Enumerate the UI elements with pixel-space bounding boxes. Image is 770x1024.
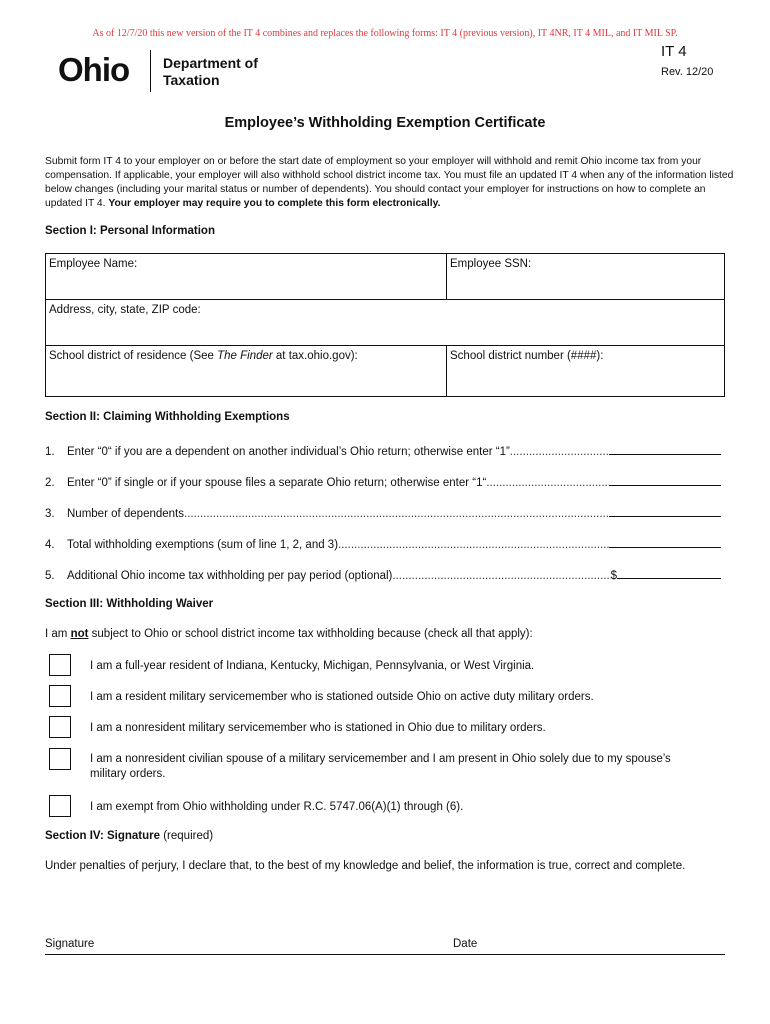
waiver-checkbox-3[interactable]	[49, 716, 71, 738]
department-line-1: Department of	[163, 55, 258, 71]
line-text: Additional Ohio income tax withholding per pay period (optional)	[67, 570, 393, 582]
waiver-option-3: I am a nonresident military servicemember who is stationed in Ohio due to military orders.	[90, 722, 546, 734]
intro-emphasis: Your employer may require you to complete this form electronically.	[108, 198, 441, 209]
line-3-input[interactable]	[609, 505, 721, 517]
line-text: Number of dependents	[67, 508, 184, 520]
address-label: Address, city, state, ZIP code:	[49, 304, 201, 316]
school-district-label-suffix: at tax.ohio.gov):	[272, 350, 358, 362]
revision-notice: As of 12/7/20 this new version of the IT 4 combines and replaces the following forms: IT 4 (previous version), IT 4NR, IT 4 MIL, and IT MIL SP.	[92, 28, 678, 39]
line-text: Enter “0“ if you are a dependent on another individual’s Ohio return; otherwise enter “1”	[67, 446, 510, 458]
line-4-input[interactable]	[609, 536, 721, 548]
employee-name-field[interactable]	[45, 253, 447, 300]
waiver-option-5: I am exempt from Ohio withholding under R.C. 5747.06(A)(1) through (6).	[90, 801, 464, 813]
logo-divider	[150, 50, 151, 92]
page-title: Employee’s Withholding Exemption Certificate	[224, 115, 546, 131]
address-field[interactable]	[45, 299, 725, 346]
section-4-heading	[45, 830, 213, 842]
leader-dots	[338, 539, 609, 551]
leader-dots	[486, 477, 609, 489]
line-number: 5.	[45, 570, 55, 582]
waiver-intro-not: not	[70, 628, 89, 640]
line-number: 3.	[45, 508, 55, 520]
waiver-intro	[45, 628, 533, 640]
department-name	[163, 55, 258, 89]
leader-dots	[184, 508, 609, 520]
intro-paragraph	[45, 155, 735, 211]
waiver-checkbox-1[interactable]	[49, 654, 71, 676]
waiver-checkbox-5[interactable]	[49, 795, 71, 817]
school-district-number-field[interactable]	[446, 345, 725, 397]
section-4-heading-text: Section IV: Signature	[45, 830, 161, 842]
employee-ssn-field[interactable]	[446, 253, 725, 300]
school-district-label-prefix: School district of residence (See	[49, 350, 218, 362]
waiver-checkbox-2[interactable]	[49, 685, 71, 707]
intro-text: Submit form IT 4 to your employer on or before the start date of employment so your employer will withhold and remit Ohio income tax from your compensation. If applicable, your employer will also withhold school district income tax. You must file an updated IT 4 when any of the information listed below changes (including your marital status or number of dependents). You should contact your employer for instructions on how to complete an updated IT 4.	[45, 156, 734, 209]
section-4-heading-suffix: (required)	[160, 830, 214, 842]
form-revision: Rev. 12/20	[661, 66, 714, 78]
line-text: Total withholding exemptions (sum of line 1, 2, and 3)	[67, 539, 339, 551]
section-3-heading: Section III: Withholding Waiver	[45, 598, 214, 610]
employee-name-label: Employee Name:	[49, 258, 138, 270]
leader-dots	[392, 570, 610, 582]
leader-dots	[510, 446, 609, 458]
waiver-checkbox-4[interactable]	[49, 748, 71, 770]
ohio-logo: Ohio	[58, 51, 130, 88]
exemption-line-5	[45, 567, 721, 582]
school-district-label	[49, 350, 358, 362]
department-line-2: Taxation	[163, 72, 220, 88]
line-number: 4.	[45, 539, 55, 551]
waiver-intro-end: subject to Ohio or school district income tax withholding because (check all that apply):	[88, 628, 533, 640]
section-2-heading: Section II: Claiming Withholding Exemptions	[45, 411, 290, 423]
employee-ssn-label: Employee SSN:	[450, 258, 532, 270]
school-district-field[interactable]	[45, 345, 447, 397]
dollar-sign: $	[610, 570, 617, 582]
date-label: Date	[453, 938, 478, 950]
form-id: IT 4	[661, 43, 687, 60]
section-1-heading: Section I: Personal Information	[45, 225, 215, 237]
exemption-line-4	[45, 536, 721, 551]
finder-link-text: The Finder	[217, 350, 273, 362]
line-text: Enter “0” if single or if your spouse files a separate Ohio return; otherwise enter “1“	[67, 477, 487, 489]
waiver-option-4: I am a nonresident civilian spouse of a military servicemember and I am present in Ohio solely due to my spouse’s military orders.	[90, 753, 671, 780]
signature-label: Signature	[45, 938, 95, 950]
signature-line[interactable]	[45, 954, 725, 955]
exemption-line-1	[45, 443, 721, 458]
line-5-input[interactable]	[617, 567, 721, 579]
exemption-line-3	[45, 505, 721, 520]
waiver-option-2: I am a resident military servicemember who is stationed outside Ohio on active duty military orders.	[90, 691, 594, 703]
exemption-line-2	[45, 474, 721, 489]
line-number: 1.	[45, 446, 55, 458]
perjury-declaration: Under penalties of perjury, I declare that, to the best of my knowledge and belief, the information is true, correct and complete.	[45, 860, 686, 872]
waiver-intro-start: I am	[45, 628, 71, 640]
school-district-number-label: School district number (####):	[450, 350, 604, 362]
line-2-input[interactable]	[609, 474, 721, 486]
line-1-input[interactable]	[609, 443, 721, 455]
waiver-option-1: I am a full-year resident of Indiana, Kentucky, Michigan, Pennsylvania, or West Virginia.	[90, 660, 535, 672]
line-number: 2.	[45, 477, 55, 489]
